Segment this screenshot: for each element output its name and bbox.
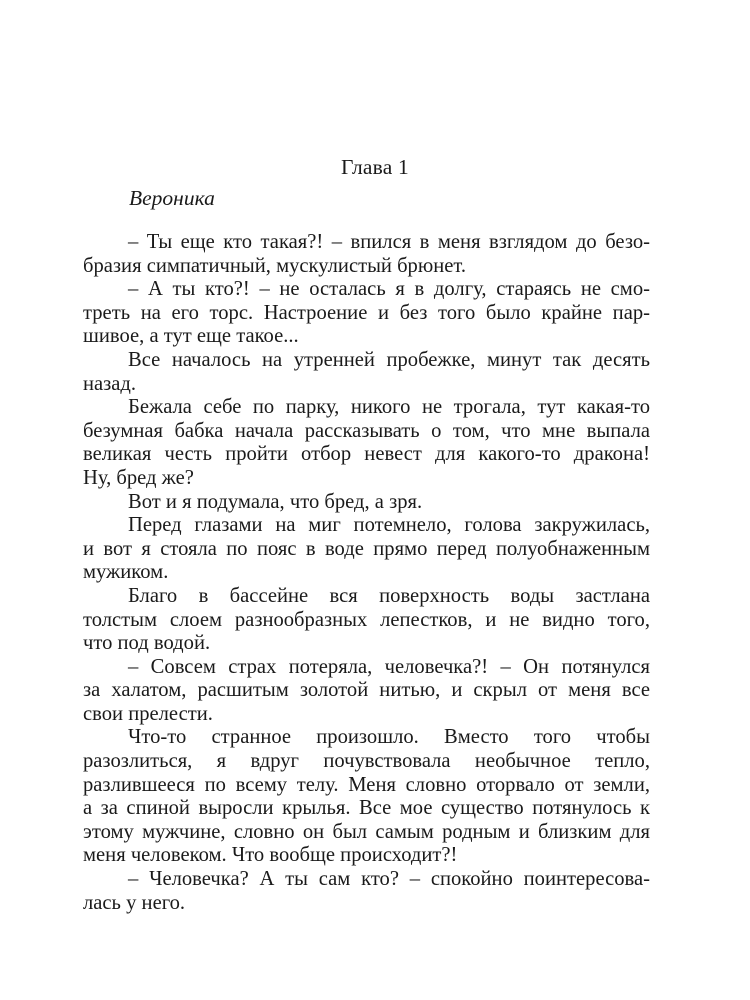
text-line: шивое, а тут еще такое... (83, 325, 299, 348)
text-line: разлившееся по всему телу. Меня словно оторвало от земли, (83, 773, 650, 796)
text-line: назад. (83, 372, 137, 395)
body-text (83, 231, 650, 915)
text-line: Что-то странное произошло. Вместо того чтобы (128, 726, 650, 749)
text-line: великая честь пройти отбор невест для какого-то дракона! (83, 443, 650, 466)
text-line: разозлиться, я вдруг почувствовала необычное тепло, (83, 750, 650, 773)
text-line: – Человечка? А ты сам кто? – спокойно поинтересова- (128, 868, 650, 891)
text-line: за халатом, расшитым золотой нитью, и скрыл от меня все (83, 679, 650, 702)
text-line: Благо в бассейне вся поверхность воды застлана (128, 584, 650, 607)
text-line: Бежала себе по парку, никого не трогала, тут какая-то (128, 396, 650, 419)
chapter-title: Глава 1 (340, 155, 410, 179)
text-line: что под водой. (83, 632, 211, 655)
text-line: этому мужчине, словно он был самым родным и близким для (83, 820, 650, 843)
text-line: а за спиной выросли крылья. Все мое существо потянулось к (83, 797, 650, 820)
text-line: треть на его торс. Настроение и без того было крайне пар- (83, 301, 650, 324)
text-line: Все началось на утренней пробежке, минут так десять (128, 348, 650, 371)
text-line: – А ты кто?! – не осталась я в долгу, стараясь не смо- (128, 278, 650, 301)
text-line: Перед глазами на миг потемнело, голова закружилась, (128, 514, 650, 537)
text-line: безумная бабка начала рассказывать о том, что мне выпала (83, 419, 650, 442)
chapter-subtitle: Вероника (129, 186, 215, 210)
text-line: толстым слоем разнообразных лепестков, и не видно того, (83, 608, 650, 631)
text-line: меня человеком. Что вообще происходит?! (83, 844, 458, 867)
text-line: бразия симпатичный, мускулистый брюнет. (83, 254, 467, 277)
text-line: Вот и я подумала, что бред, а зря. (128, 490, 423, 513)
text-line: Ну, бред же? (83, 466, 194, 489)
text-line: лась у него. (83, 891, 186, 914)
text-line: и вот я стояла по пояс в воде прямо перед полуобнаженным (83, 537, 650, 560)
text-line: – Совсем страх потеряла, человечка?! – Он потянулся (128, 655, 650, 678)
text-line: – Ты еще кто такая?! – впился в меня взглядом до безо- (128, 231, 650, 253)
text-line: мужиком. (83, 561, 169, 584)
text-line: свои прелести. (83, 702, 213, 725)
